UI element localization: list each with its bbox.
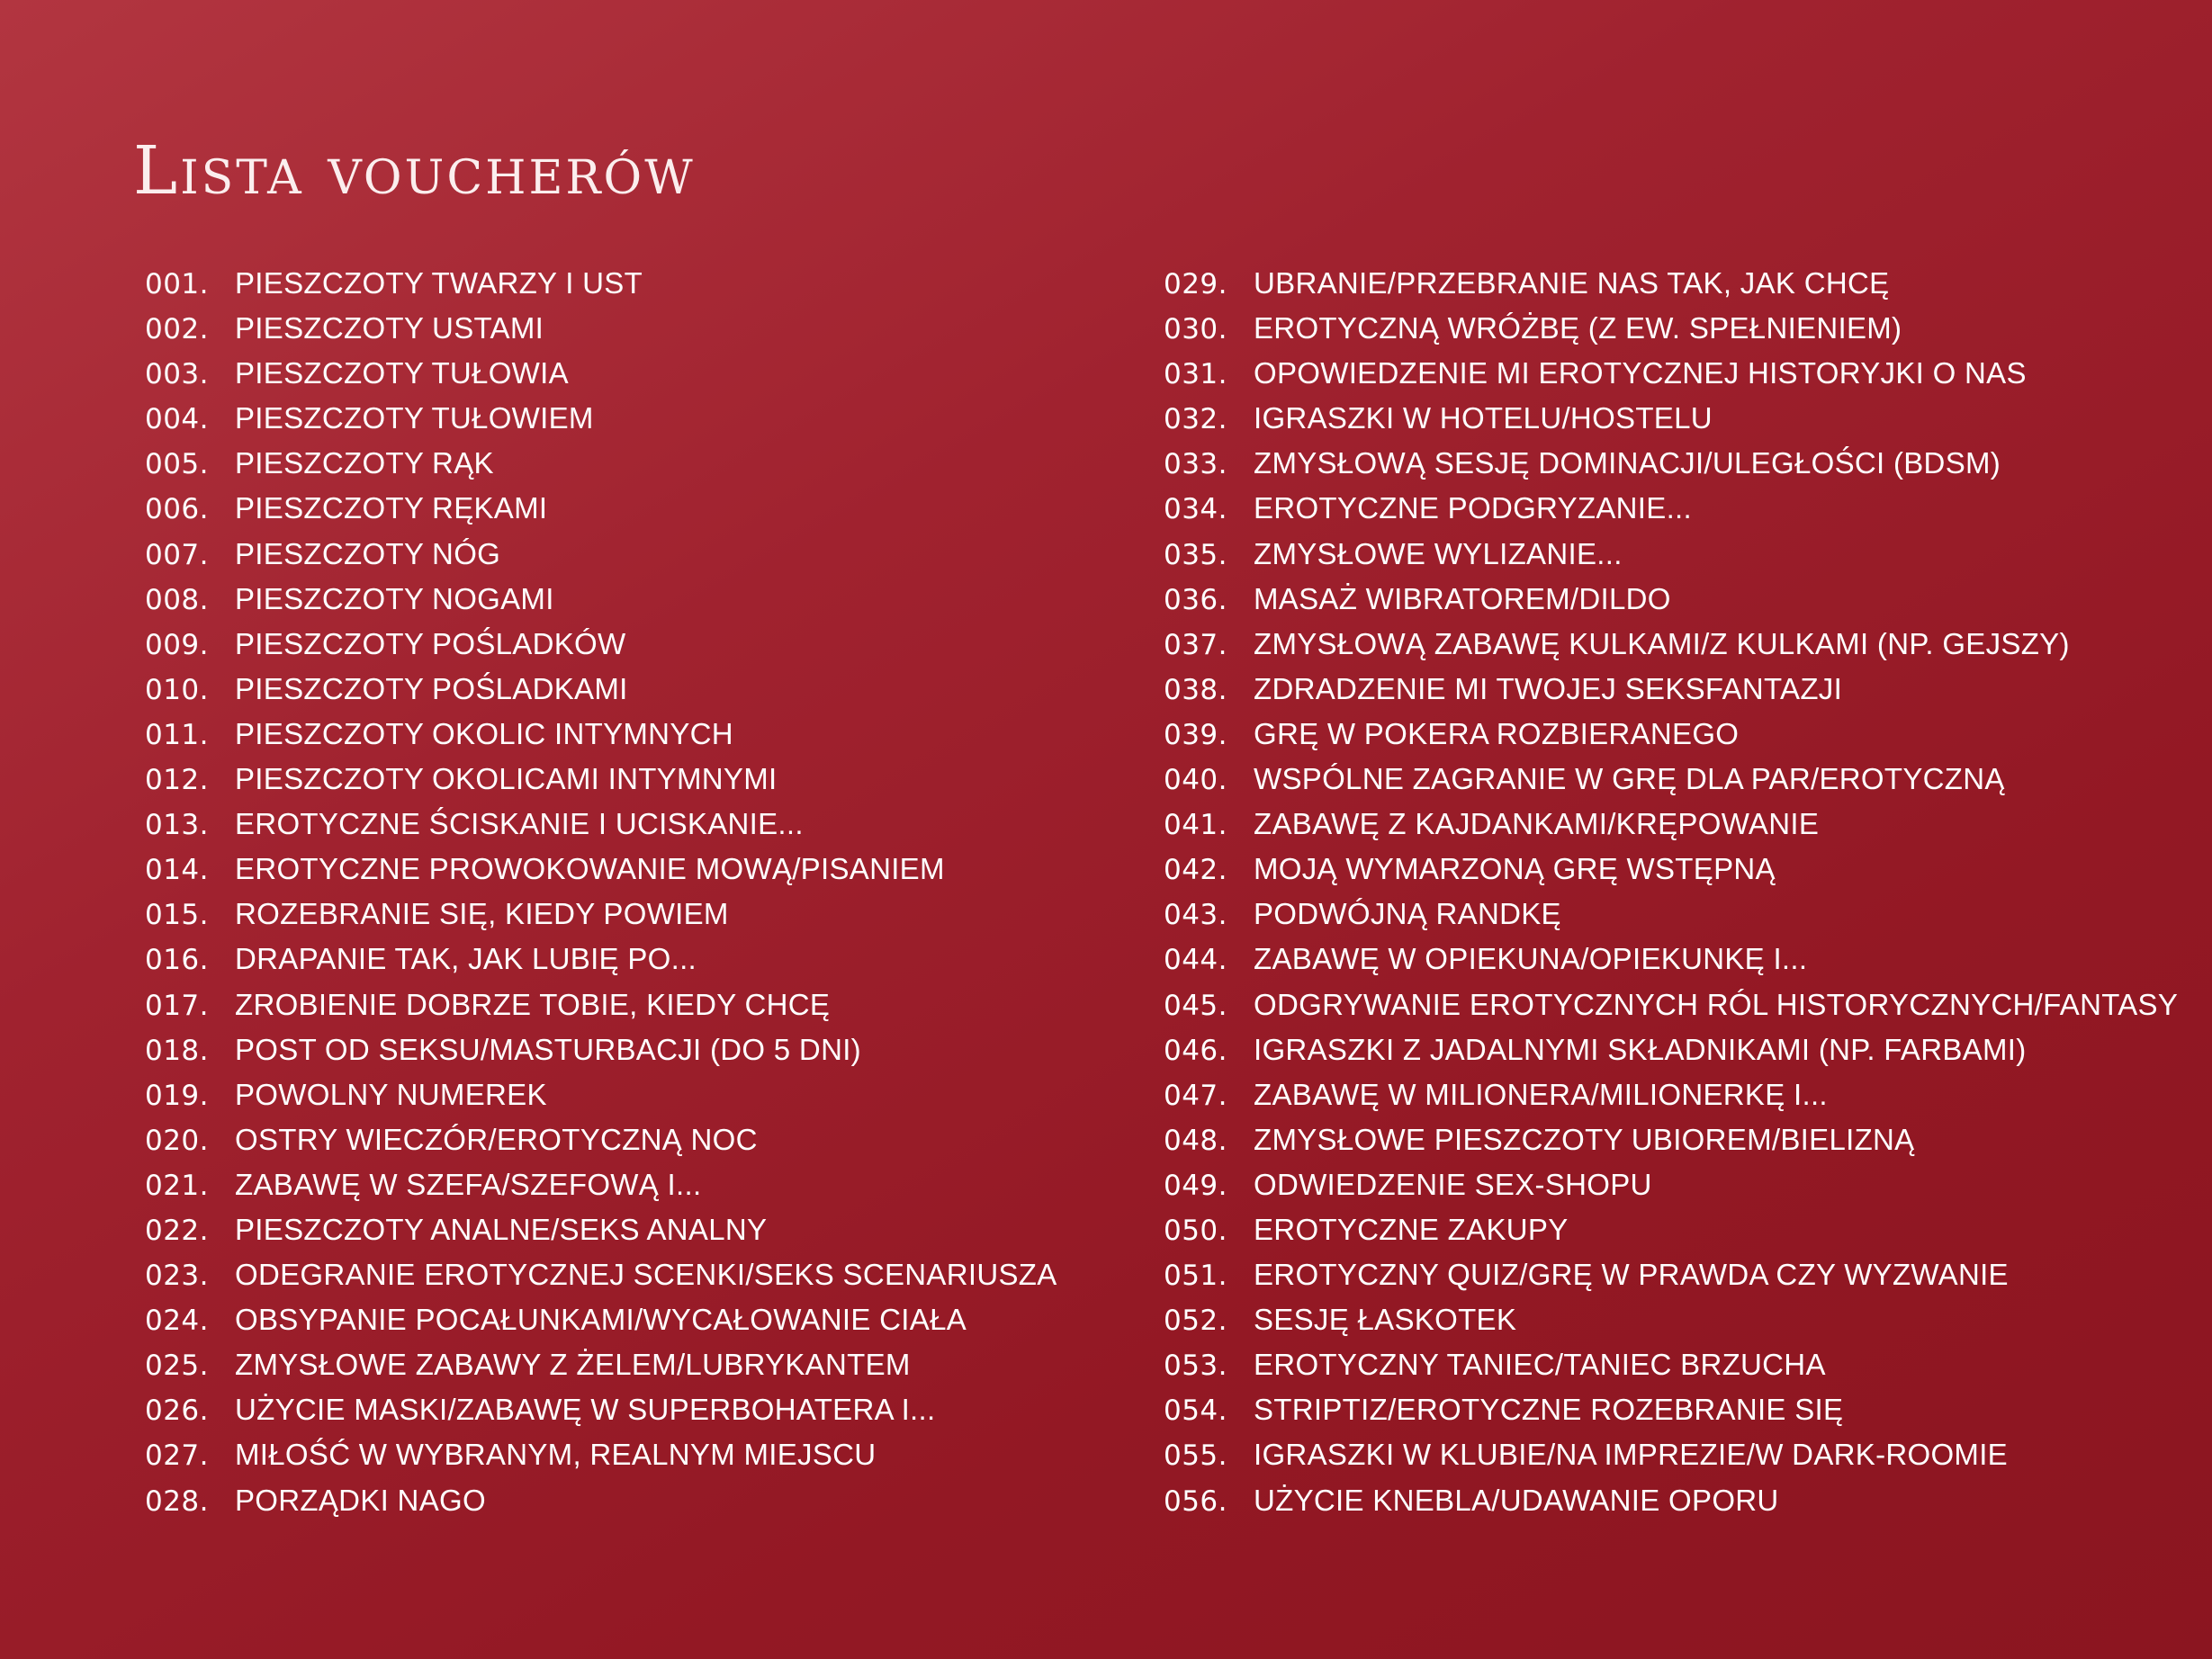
voucher-label: ZDRADZENIE MI TWOJEJ SEKSFANTAZJI: [1254, 671, 1843, 705]
voucher-label: PODWÓJNĄ RANDKĘ: [1254, 897, 1561, 931]
voucher-item: [1152, 1348, 2178, 1393]
voucher-number: 041.: [1163, 809, 1227, 842]
voucher-label: PORZĄDKI NAGO: [235, 1483, 486, 1517]
voucher-label: PIESZCZOTY USTAMI: [235, 311, 544, 345]
voucher-item: [1152, 311, 2178, 356]
voucher-number: 015.: [144, 899, 209, 932]
voucher-label: UŻYCIE KNEBLA/UDAWANIE OPORU: [1254, 1483, 1779, 1517]
voucher-number: 021.: [144, 1169, 209, 1202]
voucher-number: 034.: [1163, 493, 1227, 526]
voucher-item: [1152, 266, 2178, 311]
voucher-label: IGRASZKI W HOTELU/HOSTELU: [1254, 401, 1713, 435]
voucher-number: 019.: [144, 1079, 209, 1112]
voucher-item: [133, 1484, 1057, 1529]
voucher-label: PIESZCZOTY POŚLADKÓW: [235, 626, 626, 660]
voucher-label: EROTYCZNE PROWOKOWANIE MOWĄ/PISANIEM: [235, 852, 945, 886]
voucher-number: 003.: [144, 358, 209, 391]
voucher-label: DRAPANIE TAK, JAK LUBIĘ PO...: [235, 942, 697, 976]
voucher-label: PIESZCZOTY OKOLICAMI INTYMNYMI: [235, 762, 778, 796]
voucher-number: 050.: [1163, 1214, 1227, 1247]
voucher-item: [1152, 1168, 2178, 1213]
voucher-label: ZABAWĘ Z KAJDANKAMI/KRĘPOWANIE: [1254, 807, 1820, 841]
voucher-label: PIESZCZOTY NOGAMI: [235, 581, 554, 615]
voucher-item: [133, 1213, 1057, 1258]
voucher-list-left: [133, 266, 1057, 1529]
voucher-item: [1152, 988, 2178, 1033]
voucher-number: 020.: [144, 1124, 209, 1157]
voucher-item: [133, 1438, 1057, 1483]
voucher-number: 007.: [144, 538, 209, 571]
voucher-number: 004.: [144, 403, 209, 436]
voucher-label: PIESZCZOTY TWARZY I UST: [235, 266, 643, 300]
voucher-number: 045.: [1163, 989, 1227, 1022]
voucher-label: MASAŻ WIBRATOREM/DILDO: [1254, 581, 1671, 615]
voucher-label: OPOWIEDZENIE MI EROTYCZNEJ HISTORYJKI O NAS: [1254, 356, 2027, 390]
voucher-item: [1152, 446, 2178, 491]
voucher-number: 026.: [144, 1394, 209, 1428]
voucher-item: [1152, 1213, 2178, 1258]
voucher-item: [133, 988, 1057, 1033]
voucher-item: [1152, 491, 2178, 536]
voucher-number: 016.: [144, 944, 209, 977]
voucher-label: ODEGRANIE EROTYCZNEJ SCENKI/SEKS SCENARIUSZA: [235, 1258, 1057, 1292]
voucher-item: [1152, 807, 2178, 852]
voucher-label: ZMYSŁOWĄ ZABAWĘ KULKAMI/Z KULKAMI (NP. GEJSZY): [1254, 626, 2070, 660]
voucher-number: 031.: [1163, 358, 1227, 391]
voucher-label: PIESZCZOTY RĄK: [235, 446, 494, 480]
voucher-item: [1152, 1303, 2178, 1348]
voucher-number: 038.: [1163, 673, 1227, 706]
voucher-number: 043.: [1163, 899, 1227, 932]
voucher-item: [1152, 1078, 2178, 1123]
voucher-number: 008.: [144, 583, 209, 616]
voucher-item: [133, 942, 1057, 987]
voucher-number: 002.: [144, 313, 209, 346]
voucher-item: [133, 401, 1057, 446]
voucher-label: WSPÓLNE ZAGRANIE W GRĘ DLA PAR/EROTYCZNĄ: [1254, 762, 2005, 796]
voucher-item: [133, 1258, 1057, 1303]
voucher-item: [1152, 627, 2178, 672]
voucher-label: PIESZCZOTY ANALNE/SEKS ANALNY: [235, 1212, 768, 1246]
voucher-label: ODWIEDZENIE SEX-SHOPU: [1254, 1167, 1652, 1201]
voucher-number: 017.: [144, 989, 209, 1022]
voucher-number: 012.: [144, 764, 209, 797]
voucher-item: [1152, 1438, 2178, 1483]
voucher-label: EROTYCZNY TANIEC/TANIEC BRZUCHA: [1254, 1348, 1826, 1382]
voucher-label: POWOLNY NUMEREK: [235, 1077, 547, 1111]
voucher-item: [133, 356, 1057, 401]
voucher-item: [1152, 717, 2178, 762]
voucher-item: [1152, 1033, 2178, 1078]
voucher-label: ZABAWĘ W SZEFA/SZEFOWĄ I...: [235, 1167, 702, 1201]
voucher-item: [133, 1123, 1057, 1168]
voucher-label: ZMYSŁOWE PIESZCZOTY UBIOREM/BIELIZNĄ: [1254, 1122, 1915, 1156]
voucher-number: 025.: [144, 1350, 209, 1383]
voucher-number: 005.: [144, 448, 209, 481]
voucher-label: PIESZCZOTY RĘKAMI: [235, 491, 548, 525]
voucher-item: [133, 852, 1057, 897]
voucher-number: 052.: [1163, 1305, 1227, 1338]
voucher-label: UBRANIE/PRZEBRANIE NAS TAK, JAK CHCĘ: [1254, 266, 1890, 300]
voucher-item: [1152, 942, 2178, 987]
voucher-item: [133, 582, 1057, 627]
voucher-number: 030.: [1163, 313, 1227, 346]
voucher-item: [133, 807, 1057, 852]
voucher-label: ODGRYWANIE EROTYCZNYCH RÓL HISTORYCZNYCH/FANTASY: [1254, 987, 2179, 1021]
voucher-number: 018.: [144, 1034, 209, 1067]
voucher-item: [133, 1078, 1057, 1123]
voucher-number: 009.: [144, 628, 209, 661]
voucher-item: [1152, 897, 2178, 942]
voucher-item: [133, 897, 1057, 942]
voucher-item: [133, 1303, 1057, 1348]
voucher-label: OBSYPANIE POCAŁUNKAMI/WYCAŁOWANIE CIAŁA: [235, 1303, 967, 1337]
voucher-number: 010.: [144, 673, 209, 706]
voucher-label: IGRASZKI Z JADALNYMI SKŁADNIKAMI (NP. FARBAMI): [1254, 1032, 2027, 1066]
voucher-label: ZMYSŁOWĄ SESJĘ DOMINACJI/ULEGŁOŚCI (BDSM): [1254, 446, 2001, 480]
voucher-item: [1152, 1484, 2178, 1529]
voucher-number: 055.: [1163, 1439, 1227, 1473]
voucher-number: 027.: [144, 1439, 209, 1473]
voucher-list-right: [1152, 266, 2178, 1529]
voucher-number: 028.: [144, 1484, 209, 1518]
voucher-item: [133, 627, 1057, 672]
voucher-label: EROTYCZNĄ WRÓŻBĘ (Z EW. SPEŁNIENIEM): [1254, 311, 1902, 345]
voucher-label: EROTYCZNY QUIZ/GRĘ W PRAWDA CZY WYZWANIE: [1254, 1258, 2009, 1292]
voucher-number: 056.: [1163, 1484, 1227, 1518]
voucher-number: 047.: [1163, 1079, 1227, 1112]
voucher-label: PIESZCZOTY TUŁOWIA: [235, 356, 569, 390]
voucher-number: 013.: [144, 809, 209, 842]
voucher-number: 044.: [1163, 944, 1227, 977]
voucher-label: STRIPTIZ/EROTYCZNE ROZEBRANIE SIĘ: [1254, 1393, 1844, 1427]
voucher-label: EROTYCZNE PODGRYZANIE...: [1254, 491, 1692, 525]
voucher-number: 001.: [144, 268, 209, 300]
voucher-item: [1152, 537, 2178, 582]
voucher-item: [133, 1033, 1057, 1078]
voucher-item: [133, 1348, 1057, 1393]
voucher-label: OSTRY WIECZÓR/EROTYCZNĄ NOC: [235, 1122, 758, 1156]
voucher-item: [1152, 762, 2178, 807]
voucher-item: [133, 672, 1057, 717]
voucher-item: [1152, 401, 2178, 446]
voucher-label: ZABAWĘ W OPIEKUNA/OPIEKUNKĘ I...: [1254, 942, 1808, 976]
voucher-label: ZMYSŁOWE WYLIZANIE...: [1254, 536, 1623, 570]
voucher-number: 036.: [1163, 583, 1227, 616]
voucher-label: EROTYCZNE ŚCISKANIE I UCISKANIE...: [235, 807, 804, 841]
voucher-item: [133, 717, 1057, 762]
voucher-label: PIESZCZOTY POŚLADKAMI: [235, 671, 628, 705]
voucher-number: 023.: [144, 1260, 209, 1293]
voucher-label: UŻYCIE MASKI/ZABAWĘ W SUPERBOHATERA I...: [235, 1393, 936, 1427]
voucher-item: [133, 1168, 1057, 1213]
voucher-label: EROTYCZNE ZAKUPY: [1254, 1212, 1569, 1246]
voucher-label: PIESZCZOTY NÓG: [235, 536, 501, 570]
voucher-item: [1152, 582, 2178, 627]
voucher-number: 006.: [144, 493, 209, 526]
voucher-label: PIESZCZOTY OKOLIC INTYMNYCH: [235, 716, 733, 750]
voucher-label: MIŁOŚĆ W WYBRANYM, REALNYM MIEJSCU: [235, 1438, 877, 1472]
voucher-item: [133, 537, 1057, 582]
voucher-item: [133, 446, 1057, 491]
voucher-label: GRĘ W POKERA ROZBIERANEGO: [1254, 716, 1740, 750]
voucher-item: [133, 266, 1057, 311]
voucher-item: [1152, 1393, 2178, 1438]
voucher-item: [1152, 1258, 2178, 1303]
voucher-number: 046.: [1163, 1034, 1227, 1067]
voucher-number: 035.: [1163, 538, 1227, 571]
voucher-number: 022.: [144, 1214, 209, 1247]
voucher-number: 037.: [1163, 628, 1227, 661]
voucher-item: [1152, 356, 2178, 401]
voucher-label: ZMYSŁOWE ZABAWY Z ŻELEM/LUBRYKANTEM: [235, 1348, 911, 1382]
voucher-number: 048.: [1163, 1124, 1227, 1157]
voucher-number: 032.: [1163, 403, 1227, 436]
voucher-label: PIESZCZOTY TUŁOWIEM: [235, 401, 594, 435]
voucher-label: ZABAWĘ W MILIONERA/MILIONERKĘ I...: [1254, 1077, 1828, 1111]
voucher-label: ZROBIENIE DOBRZE TOBIE, KIEDY CHCĘ: [235, 987, 831, 1021]
voucher-number: 040.: [1163, 764, 1227, 797]
page-title: Lista voucherów: [133, 132, 696, 210]
voucher-label: POST OD SEKSU/MASTURBACJI (DO 5 DNI): [235, 1032, 861, 1066]
voucher-label: ROZEBRANIE SIĘ, KIEDY POWIEM: [235, 897, 729, 931]
voucher-item: [1152, 672, 2178, 717]
voucher-number: 011.: [144, 718, 209, 751]
voucher-number: 049.: [1163, 1169, 1227, 1202]
voucher-item: [133, 1393, 1057, 1438]
voucher-number: 051.: [1163, 1260, 1227, 1293]
voucher-number: 033.: [1163, 448, 1227, 481]
voucher-number: 029.: [1163, 268, 1227, 300]
voucher-number: 024.: [144, 1305, 209, 1338]
voucher-label: MOJĄ WYMARZONĄ GRĘ WSTĘPNĄ: [1254, 852, 1776, 886]
voucher-item: [133, 762, 1057, 807]
voucher-label: SESJĘ ŁASKOTEK: [1254, 1303, 1517, 1337]
voucher-item: [1152, 1123, 2178, 1168]
voucher-number: 054.: [1163, 1394, 1227, 1428]
voucher-label: IGRASZKI W KLUBIE/NA IMPREZIE/W DARK-ROOMIE: [1254, 1438, 2008, 1472]
voucher-number: 039.: [1163, 718, 1227, 751]
voucher-item: [1152, 852, 2178, 897]
voucher-number: 014.: [144, 854, 209, 887]
voucher-number: 042.: [1163, 854, 1227, 887]
voucher-number: 053.: [1163, 1350, 1227, 1383]
voucher-item: [133, 491, 1057, 536]
voucher-item: [133, 311, 1057, 356]
